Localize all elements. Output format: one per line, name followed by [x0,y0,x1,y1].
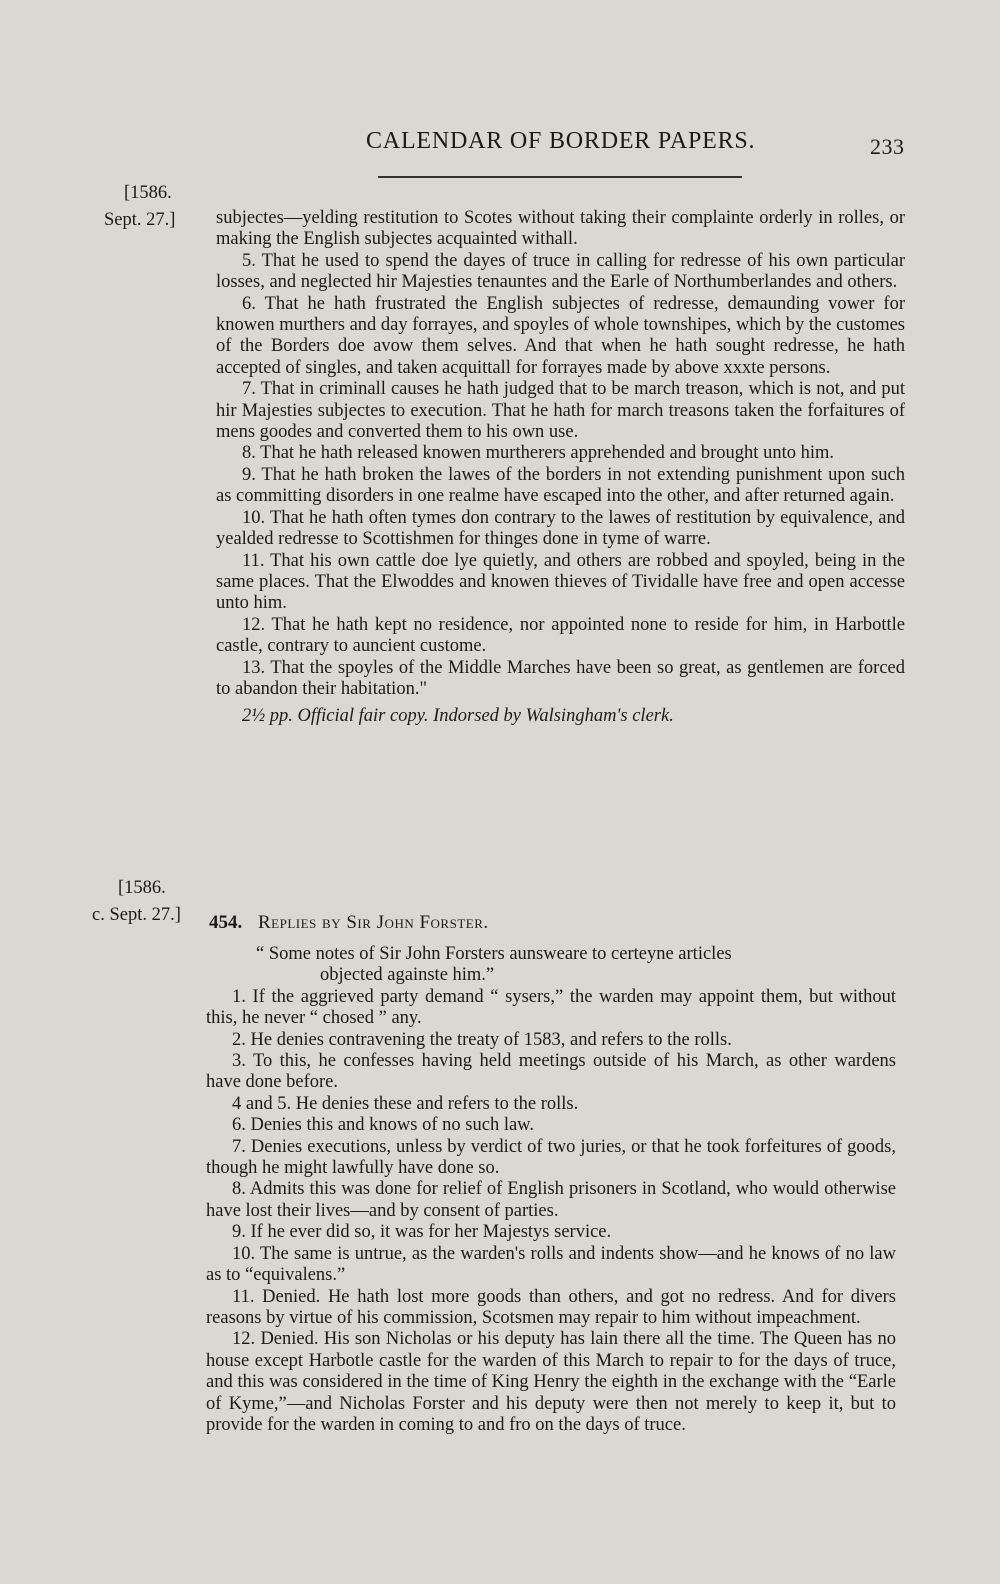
reply-6: 6. Denies this and knows of no such law. [232,1115,534,1136]
margin-date-2: c. Sept. 27.] [92,905,181,925]
reply-1: 1. If the aggrieved party demand “ sysers,” the warden may appoint them, but without this, he never “ chosed ” any. [206,986,896,1029]
reply-12: 12. Denied. His son Nicholas or his deputy has lain there all the time. The Queen has no house except Harbotle castle for the warden of this March to repair to for the days of truce, and this was considered in the time of King Henry the eighth in the exchange with the “Earle of Kyme,”—and Nicholas Forster and his deputy were then not merely to keep it, but to provide for the warden in coming to and fro on the days of truce. [206,1329,896,1435]
margin-year-2: [1586. [118,878,166,898]
quoted-heading [206,944,896,987]
reply-9: 9. If he ever did so, it was for her Majestys service. [232,1222,612,1243]
page-number: 233 [870,134,905,159]
reply-4-5: 4 and 5. He denies these and refers to the rolls. [232,1093,579,1114]
article-9: 9. That he hath broken the lawes of the borders in not extending punishment upon such as committing disorders in one realme have escaped into the other, and after returned again. [216,464,905,507]
reply-2: 2. He denies contravening the treaty of 1583, and refers to the rolls. [232,1029,732,1050]
margin-date-1: Sept. 27.] [104,210,176,230]
article-11: 11. That his own cattle doe lye quietly, and others are robbed and spoyled, being in the same places. That the Elwoddes and knowen thieves of Tividalle have free and open accesse unto him. [216,550,905,614]
continuation-paragraph: subjectes—yelding restitution to Scotes without taking their complainte orderly in rolles, or making the English subjectes acquainted withall. [216,208,905,250]
reply-8: 8. Admits this was done for relief of English prisoners in Scotland, who would otherwise have lost their lives—and by consent of parties. [206,1179,896,1221]
reply-10: 10. The same is untrue, as the warden's rolls and indents show—and he knows of no law as to “equivalens.” [206,1243,896,1286]
section-1-body [216,208,905,728]
reply-11: 11. Denied. He hath lost more goods than others, and got no redress. And for divers reasons by virtue of his commission, Scotsmen may repair to him without impeachment. [206,1286,896,1328]
article-6: 6. That he hath frustrated the English subjectes of redresse, demaunding vower for knowen murthers and day forrayes, and spoyles of whole townshipes, which by the customes of the Borders doe avow them selves. And that when he hath sought redresse, he hath accepted of singles, and taken acquittall for forrayes made by above xxxte persons. [216,293,905,378]
article-10: 10. That he hath often tymes don contrary to the lawes of restitution by equivalence, and yealded redresse to Scottishmen for thinges done in tyme of warre. [216,507,905,550]
header-rule [378,176,742,178]
quoted-heading-line-1: “ Some notes of Sir John Forsters aunsweare to certeyne articles [256,944,732,964]
reply-7: 7. Denies executions, unless by verdict of two juries, or that he took forfeitures of goods, though he might lawfully have done so. [206,1136,896,1179]
article-5: 5. That he used to spend the dayes of truce in calling for redresse of his own particular losses, and neglected hir Majesties tenauntes and the Earle of Northumberlandes and others. [216,250,905,293]
reply-3: 3. To this, he confesses having held meetings outside of his March, as other wardens have done before. [206,1051,896,1093]
source-note: 2½ pp. Official fair copy. Indorsed by Walsingham's clerk. [242,706,674,727]
article-13: 13. That the spoyles of the Middle Marches have been so great, as gentlemen are forced to abandon their habitation." [216,657,905,699]
margin-year-1: [1586. [124,183,172,203]
entry-number: 454. [209,912,243,933]
section-2-body [206,944,896,1436]
entry-title: Replies by Sir John Forster. [258,912,489,933]
article-7: 7. That in criminall causes he hath judged that to be march treason, which is not, and put hir Majesties subjectes to execution. That he hath for march treasons taken the forfaitures of mens goodes and converted them to his own use. [216,379,905,443]
article-12: 12. That he hath kept no residence, nor appointed none to reside for him, in Harbottle castle, contrary to auncient custome. [216,614,905,657]
article-8: 8. That he hath released knowen murtherers apprehended and brought unto him. [242,443,834,464]
running-header-title: CALENDAR OF BORDER PAPERS. [366,128,756,154]
quoted-heading-line-2: objected againste him.” [320,965,495,986]
